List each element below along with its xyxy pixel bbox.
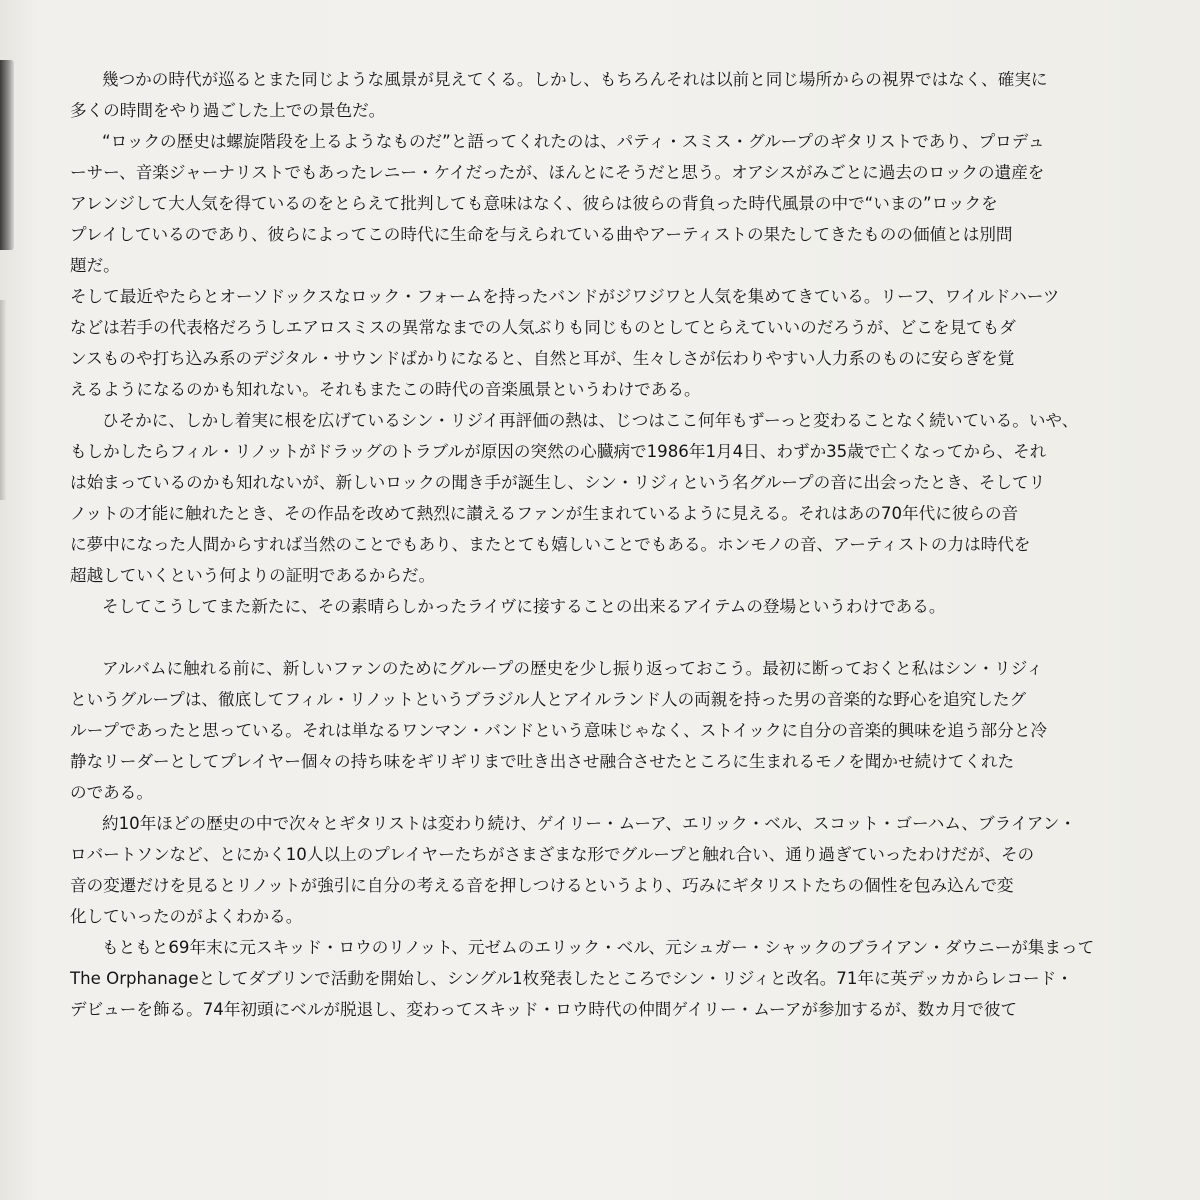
text-line: ンスものや打ち込み系のデジタル・サウンドばかりになると、自然と耳が、生々しさが伝わりやすい人力系のものに安らぎを覚 bbox=[70, 349, 1015, 368]
text-line: というグループは、徹底してフィル・リノットというブラジル人とアイルランド人の両親を持った男の音楽的な野心を追究したグ bbox=[70, 690, 1027, 709]
page-edge-shadow bbox=[0, 300, 6, 500]
text-line: そしてこうしてまた新たに、その素晴らしかったライヴに接することの出来るアイテムの登場というわけである。 bbox=[102, 597, 946, 616]
text-line: のである。 bbox=[70, 783, 153, 802]
page-binding-shadow bbox=[0, 60, 14, 250]
text-line: 超越していくという何よりの証明であるからだ。 bbox=[70, 566, 436, 585]
text-line: えるようになるのかも知れない。それもまたこの時代の音楽風景というわけである。 bbox=[70, 380, 701, 399]
text-line: ーサー、音楽ジャーナリストでもあったレニー・ケイだったが、ほんとにそうだと思う。オアシスがみごとに過去のロックの遺産を bbox=[70, 163, 1045, 182]
text-line: もしかしたらフィル・リノットがドラッグのトラブルが原因の突然の心臓病で1986年1月4日、わずか35歳で亡くなってから、それ bbox=[70, 442, 1047, 461]
text-line: The Orphanageとしてダブリンで活動を開始し、シングル1枚発表したところでシン・リジィと改名。71年に英デッカからレコード・ bbox=[70, 969, 1073, 988]
text-line: ノットの才能に触れたとき、その作品を改めて熱烈に讃えるファンが生まれているように見える。それはあの70年代に彼らの音 bbox=[70, 504, 1019, 523]
text-line: は始まっているのかも知れないが、新しいロックの聞き手が誕生し、シン・リジィという名グループの音に出会ったとき、そしてリ bbox=[70, 473, 1046, 492]
text-line: などは若手の代表格だろうしエアロスミスの異常なまでの人気ぶりも同じものとしてとらえていいのだろうが、どこを見てもダ bbox=[70, 318, 1016, 337]
text-line: もともと69年末に元スキッド・ロウのリノット、元ゼムのエリック・ベル、元シュガー・シャックのブライアン・ダウニーが集まって bbox=[102, 938, 1095, 957]
text-line: 題だ。 bbox=[70, 256, 120, 275]
text-line: デビューを飾る。74年初頭にベルが脱退し、変わってスキッド・ロウ時代の仲間ゲイリー・ムーアが参加するが、数カ月で彼て bbox=[70, 1000, 1018, 1019]
body-text bbox=[70, 64, 1150, 1025]
text-line: 多くの時間をやり過ごした上での景色だ。 bbox=[70, 101, 386, 120]
section-1 bbox=[70, 64, 1150, 622]
text-line: ループであったと思っている。それは単なるワンマン・バンドという意味じゃなく、ストイックに自分の音楽的興味を追う部分と冷 bbox=[70, 721, 1048, 740]
text-line: 静なリーダーとしてプレイヤー個々の持ち味をギリギリまで吐き出させ融合させたところに生まれるモノを聞かせ続けてくれた bbox=[70, 752, 1015, 771]
text-line: 約10年ほどの歴史の中で次々とギタリストは変わり続け、ゲイリー・ムーア、エリック・ベル、スコット・ゴーハム、ブライアン・ bbox=[102, 814, 1076, 833]
text-line: 化していったのがよくわかる。 bbox=[70, 907, 303, 926]
text-line: ひそかに、しかし着実に根を広げているシン・リジイ再評価の熱は、じつはここ何年もずーっと変わることなく続いている。いや、 bbox=[102, 411, 1079, 430]
text-line: 幾つかの時代が巡るとまた同じような風景が見えてくる。しかし、もちろんそれは以前と同じ場所からの視界ではなく、確実に bbox=[102, 70, 1048, 89]
text-line: アルバムに触れる前に、新しいファンのためにグループの歴史を少し振り返っておこう。最初に断っておくと私はシン・リジィ bbox=[102, 659, 1043, 678]
section-gap bbox=[70, 622, 1150, 653]
text-line: ロバートソンなど、とにかく10人以上のプレイヤーたちがさまざまな形でグループと触れ合い、通り過ぎていったわけだが、その bbox=[70, 845, 1035, 864]
text-line: アレンジして大人気を得ているのをとらえて批判しても意味はなく、彼らは彼らの背負った時代風景の中で“いまの”ロックを bbox=[70, 194, 998, 213]
text-line: “ロックの歴史は螺旋階段を上るようなものだ”と語ってくれたのは、パティ・スミス・グループのギタリストであり、プロデュ bbox=[102, 132, 1045, 151]
text-line: プレイしているのであり、彼らによってこの時代に生命を与えられている曲やアーティストの果たしてきたものの価値とは別問 bbox=[70, 225, 1013, 244]
text-line: そして最近やたらとオーソドックスなロック・フォームを持ったバンドがジワジワと人気を集めてきている。リーフ、ワイルドハーツ bbox=[70, 287, 1060, 306]
text-line: に夢中になった人間からすれば当然のことでもあり、またとても嬉しいことでもある。ホンモノの音、アーティストの力は時代を bbox=[70, 535, 1031, 554]
section-2 bbox=[70, 653, 1150, 1025]
text-line: 音の変遷だけを見るとリノットが強引に自分の考える音を押しつけるというより、巧みにギタリストたちの個性を包み込んで変 bbox=[70, 876, 1014, 895]
